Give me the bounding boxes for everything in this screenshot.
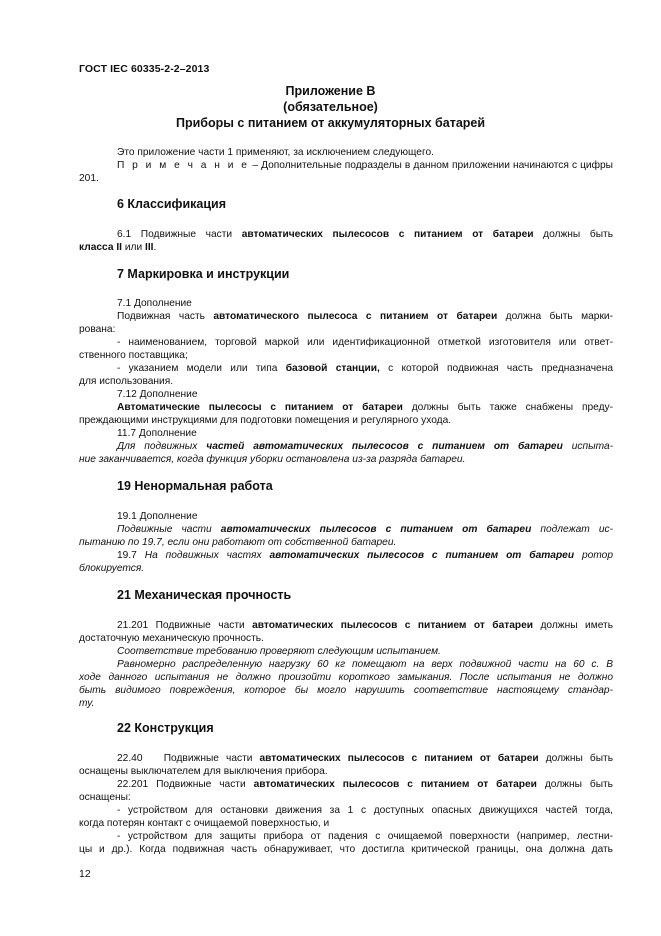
text: 21.201 Подвижные части bbox=[117, 620, 253, 631]
text: должна быть марки- bbox=[497, 311, 614, 322]
s21-line-2: достаточную механическую прочность. bbox=[79, 633, 264, 644]
text: блокируется. bbox=[79, 563, 145, 574]
text: ту. bbox=[79, 698, 95, 709]
s22-line-7: - устройством для защиты прибора от падения с очищаемой поверхности (например, лестни- bbox=[117, 831, 613, 842]
note-text: – Дополнительные подразделы в данном приложении начинаются с цифры bbox=[249, 160, 613, 171]
s6-line-2 bbox=[79, 241, 613, 254]
s7-line-2 bbox=[117, 310, 613, 323]
text: . bbox=[153, 242, 157, 253]
section-22-heading: 22 Конструкция bbox=[117, 721, 214, 735]
text: На подвижных частях bbox=[144, 550, 270, 561]
s19-line-4 bbox=[117, 549, 613, 562]
s19-line-1: 19.1 Дополнение bbox=[117, 511, 198, 522]
s19-line-2 bbox=[117, 523, 613, 536]
section-6-heading: 6 Классификация bbox=[117, 197, 227, 211]
text: 6.1 Подвижные части bbox=[117, 229, 242, 240]
s19-line-3 bbox=[79, 536, 613, 549]
intro-note bbox=[117, 159, 613, 172]
s22-line-1 bbox=[117, 752, 613, 765]
s21-line-3 bbox=[117, 645, 651, 658]
s7-line-3: рована: bbox=[79, 324, 116, 335]
s21-line-6 bbox=[79, 684, 613, 697]
s7-line-6 bbox=[117, 362, 613, 375]
text: должны быть bbox=[538, 753, 614, 764]
term: Автоматические пылесосы с питанием от батареи bbox=[117, 402, 403, 413]
term: автоматического пылесоса с питанием от батареи bbox=[213, 311, 498, 322]
s7-line-11: 11.7 Дополнение bbox=[117, 428, 197, 439]
text: Подвижные части bbox=[117, 524, 221, 535]
s22-line-6: когда потерян контакт с очищаемой поверхностью, и bbox=[79, 818, 330, 829]
term: базовой станции, bbox=[285, 363, 380, 374]
s6-line-1 bbox=[117, 228, 613, 241]
s7-line-13 bbox=[79, 453, 613, 466]
s21-line-4 bbox=[117, 658, 613, 671]
s19-line-5 bbox=[79, 562, 613, 575]
text: ние заканчивается, когда функция уборки остановлена из-за разряда батареи. bbox=[79, 454, 466, 465]
note-label: П р и м е ч а н и е bbox=[117, 160, 250, 171]
text: должны быть также снабжены преду- bbox=[402, 402, 614, 413]
s7-line-10: преждающими инструкциями для подготовки помещения и регулярного ухода. bbox=[79, 415, 452, 426]
term: автоматических пылесосов с питанием от батареи bbox=[259, 753, 539, 764]
term: III bbox=[144, 242, 154, 253]
annex-title: Приложение В bbox=[285, 84, 376, 98]
term: автоматических пылесосов с питанием от батареи bbox=[253, 779, 537, 790]
term: автоматических пылесосов с питанием от батареи bbox=[269, 550, 575, 561]
text: с которой подвижная часть предназначена bbox=[379, 363, 613, 374]
text: ходе данного испытания не должно произойти короткого замыкания. После испытания не должно bbox=[79, 672, 613, 683]
intro-paragraph: Это приложение части 1 применяют, за исключением следующего. bbox=[117, 147, 434, 158]
text: - указанием модели или типа bbox=[117, 363, 286, 374]
s7-line-8: 7.12 Дополнение bbox=[117, 389, 198, 400]
term: автоматических пылесосов с питанием от батареи bbox=[220, 524, 532, 535]
s7-line-9 bbox=[117, 401, 613, 414]
text: 22.40 Подвижные части bbox=[117, 753, 260, 764]
s7-line-5: ственного поставщика; bbox=[79, 350, 188, 361]
text: пытанию по 19.7, если они работают от собственной батареи. bbox=[79, 537, 397, 548]
section-7-heading: 7 Маркировка и инструкции bbox=[117, 267, 290, 281]
text: Для подвижных bbox=[117, 441, 207, 452]
term: автоматических пылесосов с питанием от батареи bbox=[252, 620, 534, 631]
s21-line-7 bbox=[79, 697, 613, 710]
text: или bbox=[121, 242, 145, 253]
text: Соответствие требованию проверяют следующим испытанием. bbox=[117, 646, 441, 657]
s7-line-7: для использования. bbox=[79, 376, 174, 387]
text: должны иметь bbox=[533, 620, 613, 631]
text: 22.201 Подвижные части bbox=[117, 779, 254, 790]
standard-id: ГОСТ IEC 60335-2-2–2013 bbox=[79, 63, 210, 75]
s21-line-1 bbox=[117, 619, 613, 632]
s22-line-8: цы и др.). Когда подвижная часть обнаруживает, что достигла критической границы, она должна дать bbox=[79, 844, 613, 855]
page-number: 12 bbox=[79, 868, 91, 880]
s7-line-4: - наименованием, торговой маркой или идентификационной отметкой изготовителя или ответ- bbox=[117, 337, 613, 348]
text: быть видимого повреждения, которое бы могло нарушить соответствие настоящему стандар- bbox=[79, 685, 613, 696]
text: испыта- bbox=[562, 441, 613, 452]
term: автоматических пылесосов с питанием от батареи bbox=[241, 229, 534, 240]
term: частей автоматических пылесосов с питанием от батареи bbox=[206, 441, 563, 452]
annex-status: (обязательное) bbox=[283, 100, 378, 114]
text: ротор bbox=[574, 550, 614, 561]
text: Подвижная часть bbox=[117, 311, 214, 322]
text: 19.7 bbox=[117, 550, 145, 561]
s7-line-12 bbox=[117, 440, 613, 453]
text: Равномерно распределенную нагрузку 60 кг помещают на верх подвижной части на 60 с. В bbox=[117, 659, 613, 670]
s22-line-3 bbox=[117, 778, 613, 791]
s7-line-1: 7.1 Дополнение bbox=[117, 298, 192, 309]
text: подлежат ис- bbox=[531, 524, 613, 535]
section-21-heading: 21 Механическая прочность bbox=[117, 588, 292, 602]
s22-line-4: оснащены: bbox=[79, 792, 131, 803]
term: класса II bbox=[79, 242, 122, 253]
text: должны быть bbox=[533, 229, 614, 240]
s21-line-5 bbox=[79, 671, 613, 684]
s22-line-2: оснащены выключателем для выключения прибора. bbox=[79, 766, 328, 777]
intro-note-cont: 201. bbox=[79, 173, 99, 184]
text: должны быть bbox=[536, 779, 613, 790]
section-19-heading: 19 Ненормальная работа bbox=[117, 479, 273, 493]
annex-subject: Приборы с питанием от аккумуляторных батарей bbox=[175, 116, 486, 130]
s22-line-5: - устройством для остановки движения за 1 с доступных опасных движущихся частей тогда, bbox=[117, 805, 613, 816]
